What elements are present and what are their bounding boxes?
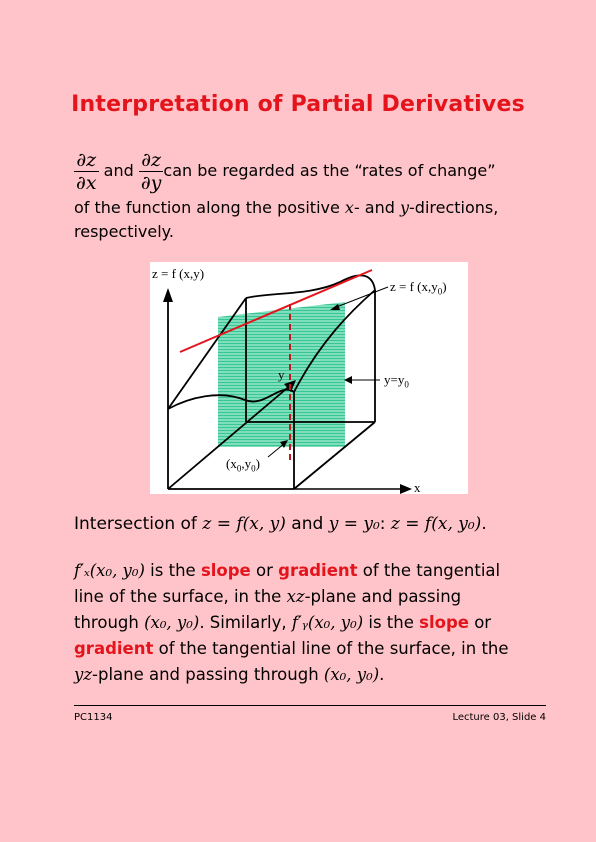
slope-paragraph: f′ₓ(x₀, y₀) is the slope or gradient of the tangential line of the surface, in the xz-plane and passing through (x₀, y₀). Similarly, f′ᵧ(x₀, y₀) is the slope or gradient of the tangential line of the surface, in the yz-plane and passing through (x₀, y₀). <box>74 561 509 684</box>
figure-diagram <box>150 262 468 494</box>
intro-paragraph: $\frac{\partial z}{\partial x}$ and $\frac{\partial z}{\partial y}$ can be regarded as the “rates of change” of the function along the positive x- and y-directions, respectively. <box>74 149 499 241</box>
footer-rule <box>74 705 546 706</box>
y-axis-label: y <box>278 367 285 382</box>
point-label: $(x_0,y_0)$ <box>226 456 260 474</box>
slide-title: Interpretation of Partial Derivatives <box>71 92 525 117</box>
intersection-paragraph: Intersection of z = f(x, y) and y = y₀: z = f(x, y₀). <box>74 514 487 534</box>
plane-label: $y=y_0$ <box>384 372 409 390</box>
slide-number: Lecture 03, Slide 4 <box>452 712 546 723</box>
curve-label: z = f $(x,y_0)$ <box>390 279 447 297</box>
surface-label: z = f (x,y) <box>152 266 205 281</box>
x-axis-label: x <box>414 480 421 495</box>
dz-dx-fraction: $\frac{\partial z}{\partial x}$ <box>76 149 97 194</box>
partial-derivative-figure <box>150 262 468 494</box>
dz-dy-fraction: $\frac{\partial z}{\partial y}$ <box>140 149 162 194</box>
course-code: PC1134 <box>74 712 113 723</box>
